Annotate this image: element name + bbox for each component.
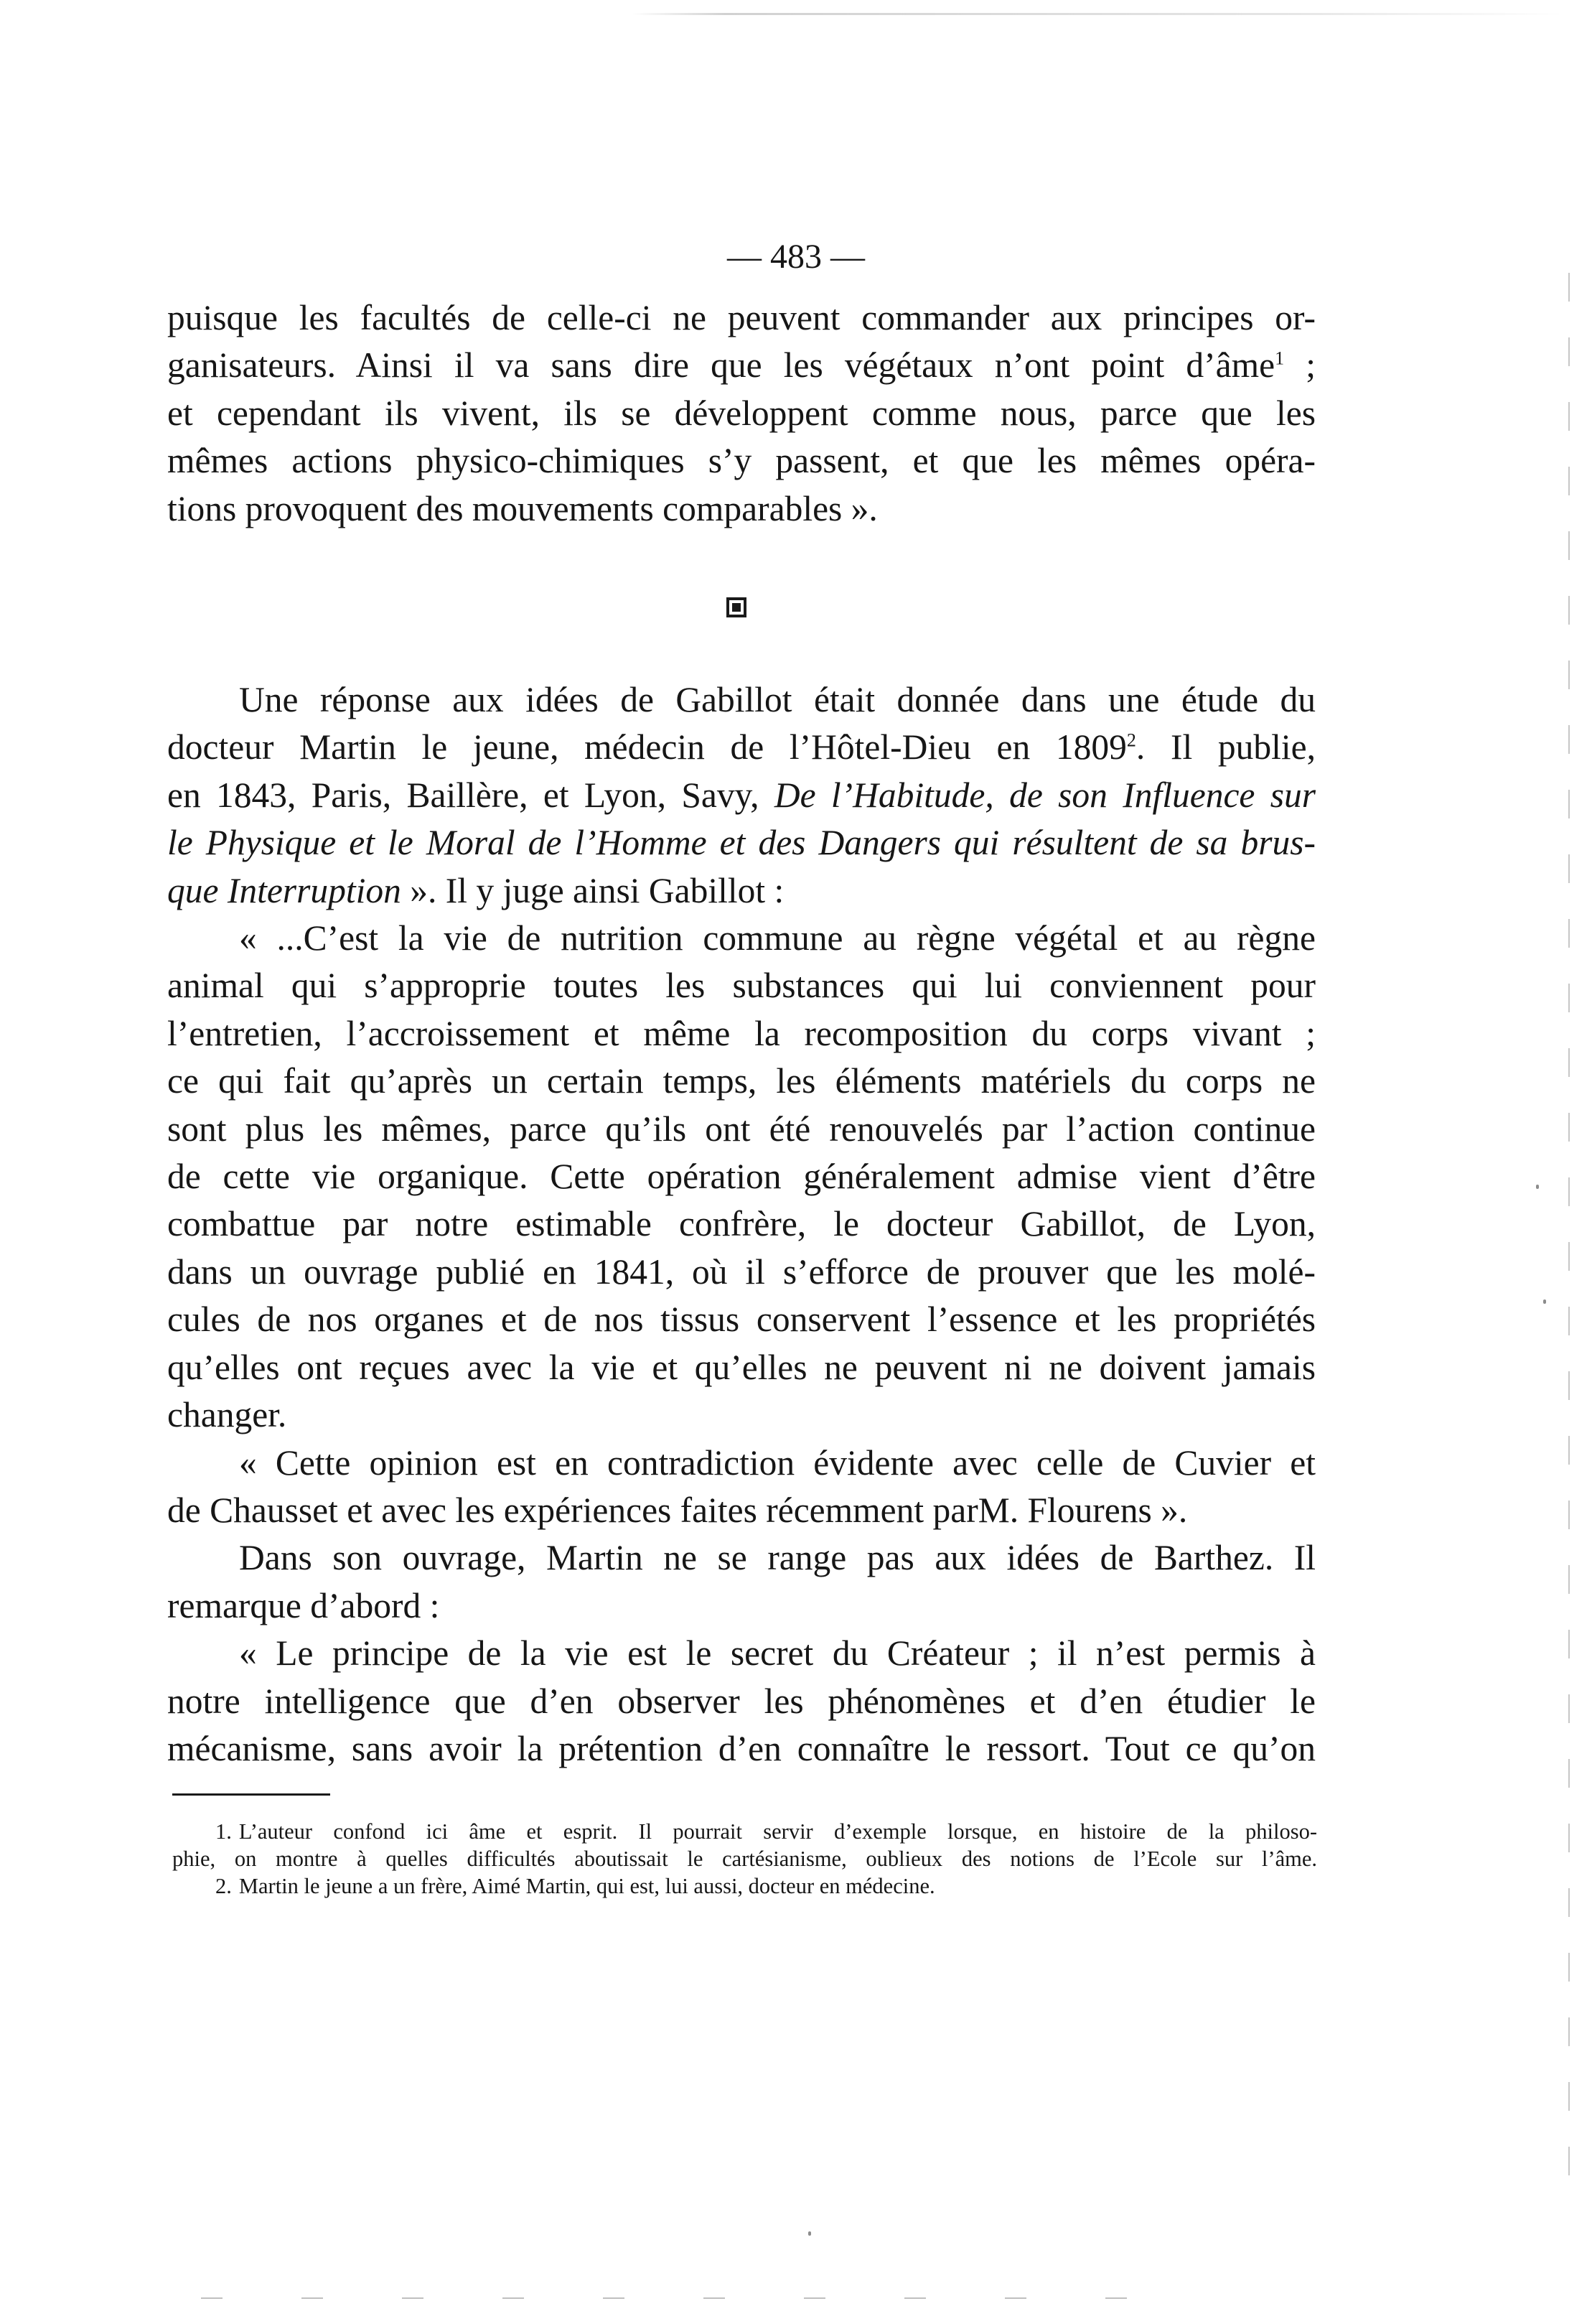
quote-line: qu’elles ont reçues avec la vie et qu’elles ne peuvent ni ne doivent jamais [167, 1347, 1316, 1387]
text-line: et cependant ils vivent, ils se développent comme nous, parce que les [167, 393, 1316, 433]
text-line: mêmes actions physico-chimiques s’y passent, et que les mêmes opéra- [167, 441, 1316, 481]
quote-line: « Cette opinion est en contradiction évidente avec celle de Cuvier et [239, 1442, 1316, 1483]
quote-line: ce qui fait qu’après un certain temps, les éléments matériels du corps ne [167, 1061, 1316, 1101]
paragraph-continuation [167, 294, 1316, 533]
quote-line: « ...C’est la vie de nutrition commune au règne végétal et au règne [239, 918, 1316, 958]
footnotes [172, 1818, 1317, 1900]
footnote-2 [172, 1872, 1317, 1900]
text-line [167, 867, 1316, 915]
square-ornament-icon [726, 597, 746, 617]
main-text [167, 676, 1316, 1773]
scan-speck [808, 2231, 811, 2236]
text-line-body: en 1843, Paris, Baillère, et Lyon, Savy, [167, 775, 774, 815]
text-line-body: ganisateurs. Ainsi il va sans dire que les végétaux n’ont point d’âme [167, 345, 1275, 386]
footnote-number: 1. [215, 1819, 232, 1844]
scan-artifact-top [632, 13, 1565, 15]
text-line: puisque les facultés de celle-ci ne peuvent commander aux principes or- [167, 298, 1316, 337]
text-line [167, 724, 1316, 771]
footnote-text: Martin le jeune a un frère, Aimé Martin, qui est, lui aussi, docteur en médecine. [238, 1874, 935, 1898]
text-line: remarque d’abord : [167, 1585, 440, 1625]
footnote-line: phie, on montre à quelles difficultés aboutissait le cartésianisme, oublieux des notions de l’Ecole sur l’âme. [172, 1847, 1317, 1871]
quote-line: l’entretien, l’accroissement et même la recomposition du corps vivant ; [167, 1013, 1316, 1053]
book-title-italic: De l’Habitude, de son Influence sur [774, 775, 1316, 815]
text-line: Une réponse aux idées de Gabillot était donnée dans une étude du [239, 680, 1316, 719]
quote-line: mécanisme, sans avoir la prétention d’en connaître le ressort. Tout ce qu’on [167, 1728, 1316, 1768]
text-line: tions provoquent des mouvements comparables ». [167, 488, 878, 528]
text-line [167, 819, 1316, 867]
quote-line: « Le principe de la vie est le secret du Créateur ; il n’est permis à [239, 1633, 1316, 1674]
quote-line: sont plus les mêmes, parce qu’ils ont été renouvelés par l’action continue [167, 1109, 1316, 1149]
footnote-ref: 1 [1275, 347, 1285, 369]
footnote-ref: 2 [1126, 729, 1136, 751]
text-line-tail: ; [1284, 345, 1316, 386]
footnote-divider [172, 1793, 330, 1796]
scan-speck [1536, 1185, 1539, 1189]
book-title-italic: que Interruption [167, 870, 401, 910]
scan-speck [1543, 1299, 1546, 1304]
text-line [167, 772, 1316, 819]
quote-line: cules de nos organes et de nos tissus conservent l’essence et les propriétés [167, 1299, 1316, 1340]
square-ornament-center [732, 603, 741, 612]
text-line-tail: . Il publie, [1136, 727, 1316, 767]
footnote-text: L’auteur confond ici âme et esprit. Il pourrait servir d’exemple lorsque, en histoire de la philoso- [238, 1819, 1317, 1844]
footnote-number: 2. [215, 1874, 232, 1898]
footnote-line [172, 1872, 1317, 1900]
page-number: — 483 — [727, 238, 865, 276]
scan-artifact-right-edge [1568, 273, 1570, 2175]
quote-line: combattue par notre estimable confrère, le docteur Gabillot, de Lyon, [167, 1204, 1316, 1244]
text-line-tail: ». Il y juge ainsi Gabillot : [401, 870, 785, 910]
text-line [167, 342, 1316, 389]
text-line-body: docteur Martin le jeune, médecin de l’Hôtel-Dieu en 1809 [167, 727, 1127, 767]
scan-artifact-bottom [201, 2297, 1206, 2299]
text-line: Dans son ouvrage, Martin ne se range pas aux idées de Barthez. Il [239, 1538, 1316, 1578]
quote-line: de Chausset et avec les expériences faites récemment parM. Flourens ». [167, 1490, 1188, 1530]
quote-line: de cette vie organique. Cette opération généralement admise vient d’être [167, 1157, 1316, 1197]
footnote-line [172, 1818, 1317, 1845]
book-title-italic: le Physique et le Moral de l’Homme et des Dangers qui résultent de sa brus- [167, 823, 1316, 863]
quote-line: changer. [167, 1395, 287, 1435]
quote-line: dans un ouvrage publié en 1841, où il s’efforce de prouver que les molé- [167, 1251, 1316, 1292]
quote-line: animal qui s’approprie toutes les substances qui lui conviennent pour [167, 966, 1316, 1006]
quote-line: notre intelligence que d’en observer les phénomènes et d’en étudier le [167, 1681, 1316, 1721]
footnote-1 [172, 1818, 1317, 1872]
